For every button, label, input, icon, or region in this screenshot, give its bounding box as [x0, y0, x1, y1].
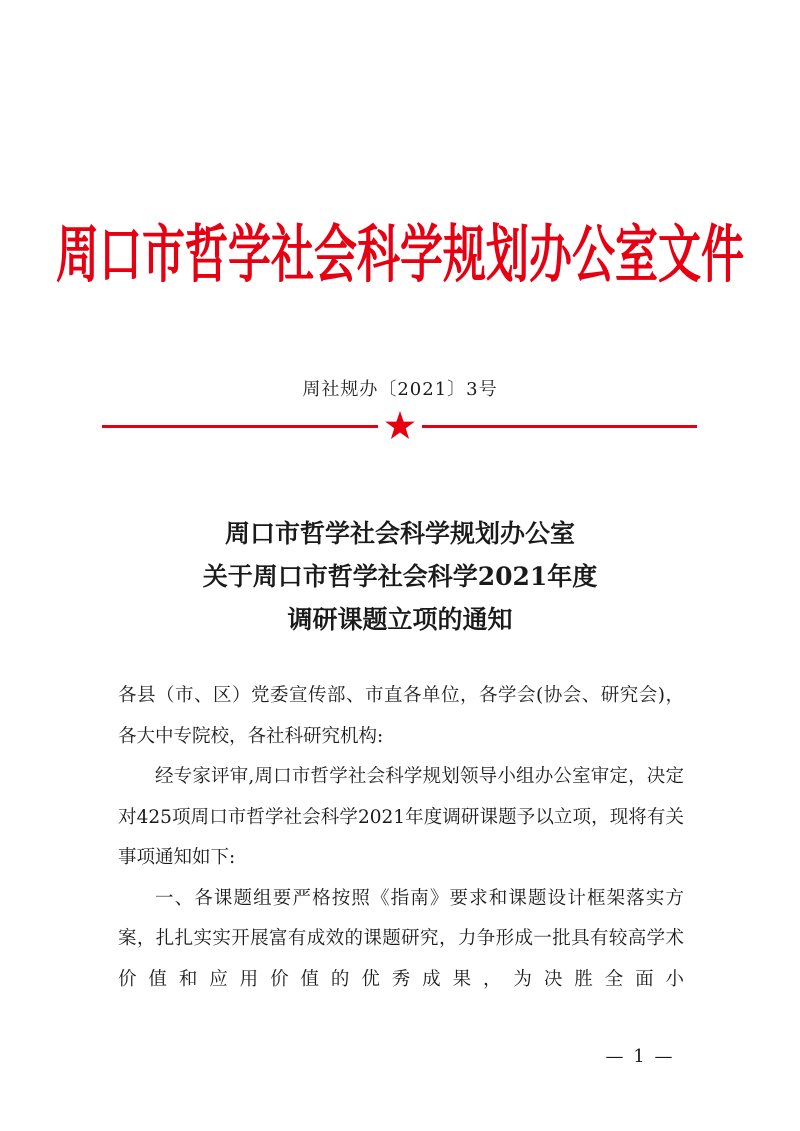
notice-title-line-1: 周口市哲学社会科学规划办公室 — [224, 519, 575, 548]
notice-body — [118, 676, 684, 1000]
document-masthead — [56, 200, 744, 300]
notice-title-line-2: 关于周口市哲学社会科学2021年度 — [202, 562, 598, 591]
page-number: — 1 — — [605, 1046, 675, 1067]
body-paragraph-2: 一、各课题组要严格按照《指南》要求和课题设计框架落实方案，扎扎实实开展富有成效的课题研究，力争形成一批具有较高学术价值和应用价值的优秀成果，为决胜全面小 — [118, 887, 684, 990]
recipients-paragraph: 各县（市、区）党委宣传部、市直各单位，各学会(协会、研究会)，各大中专院校，各社科研究机构: — [118, 685, 684, 747]
masthead-title: 周口市哲学社会科学规划办公室文件 — [56, 218, 744, 292]
body-paragraph-1: 经专家评审,周口市哲学社会科学规划领导小组办公室审定，决定对425项周口市哲学社会科学2021年度调研课题予以立项，现将有关事项通知如下: — [118, 766, 684, 868]
divider-line-left — [102, 425, 378, 428]
notice-title-line-3: 调研课题立项的通知 — [287, 605, 513, 634]
notice-title — [0, 512, 800, 641]
document-number: 周社规办〔2021〕3号 — [302, 379, 498, 400]
star-icon — [384, 410, 416, 442]
divider-line-right — [422, 425, 697, 428]
